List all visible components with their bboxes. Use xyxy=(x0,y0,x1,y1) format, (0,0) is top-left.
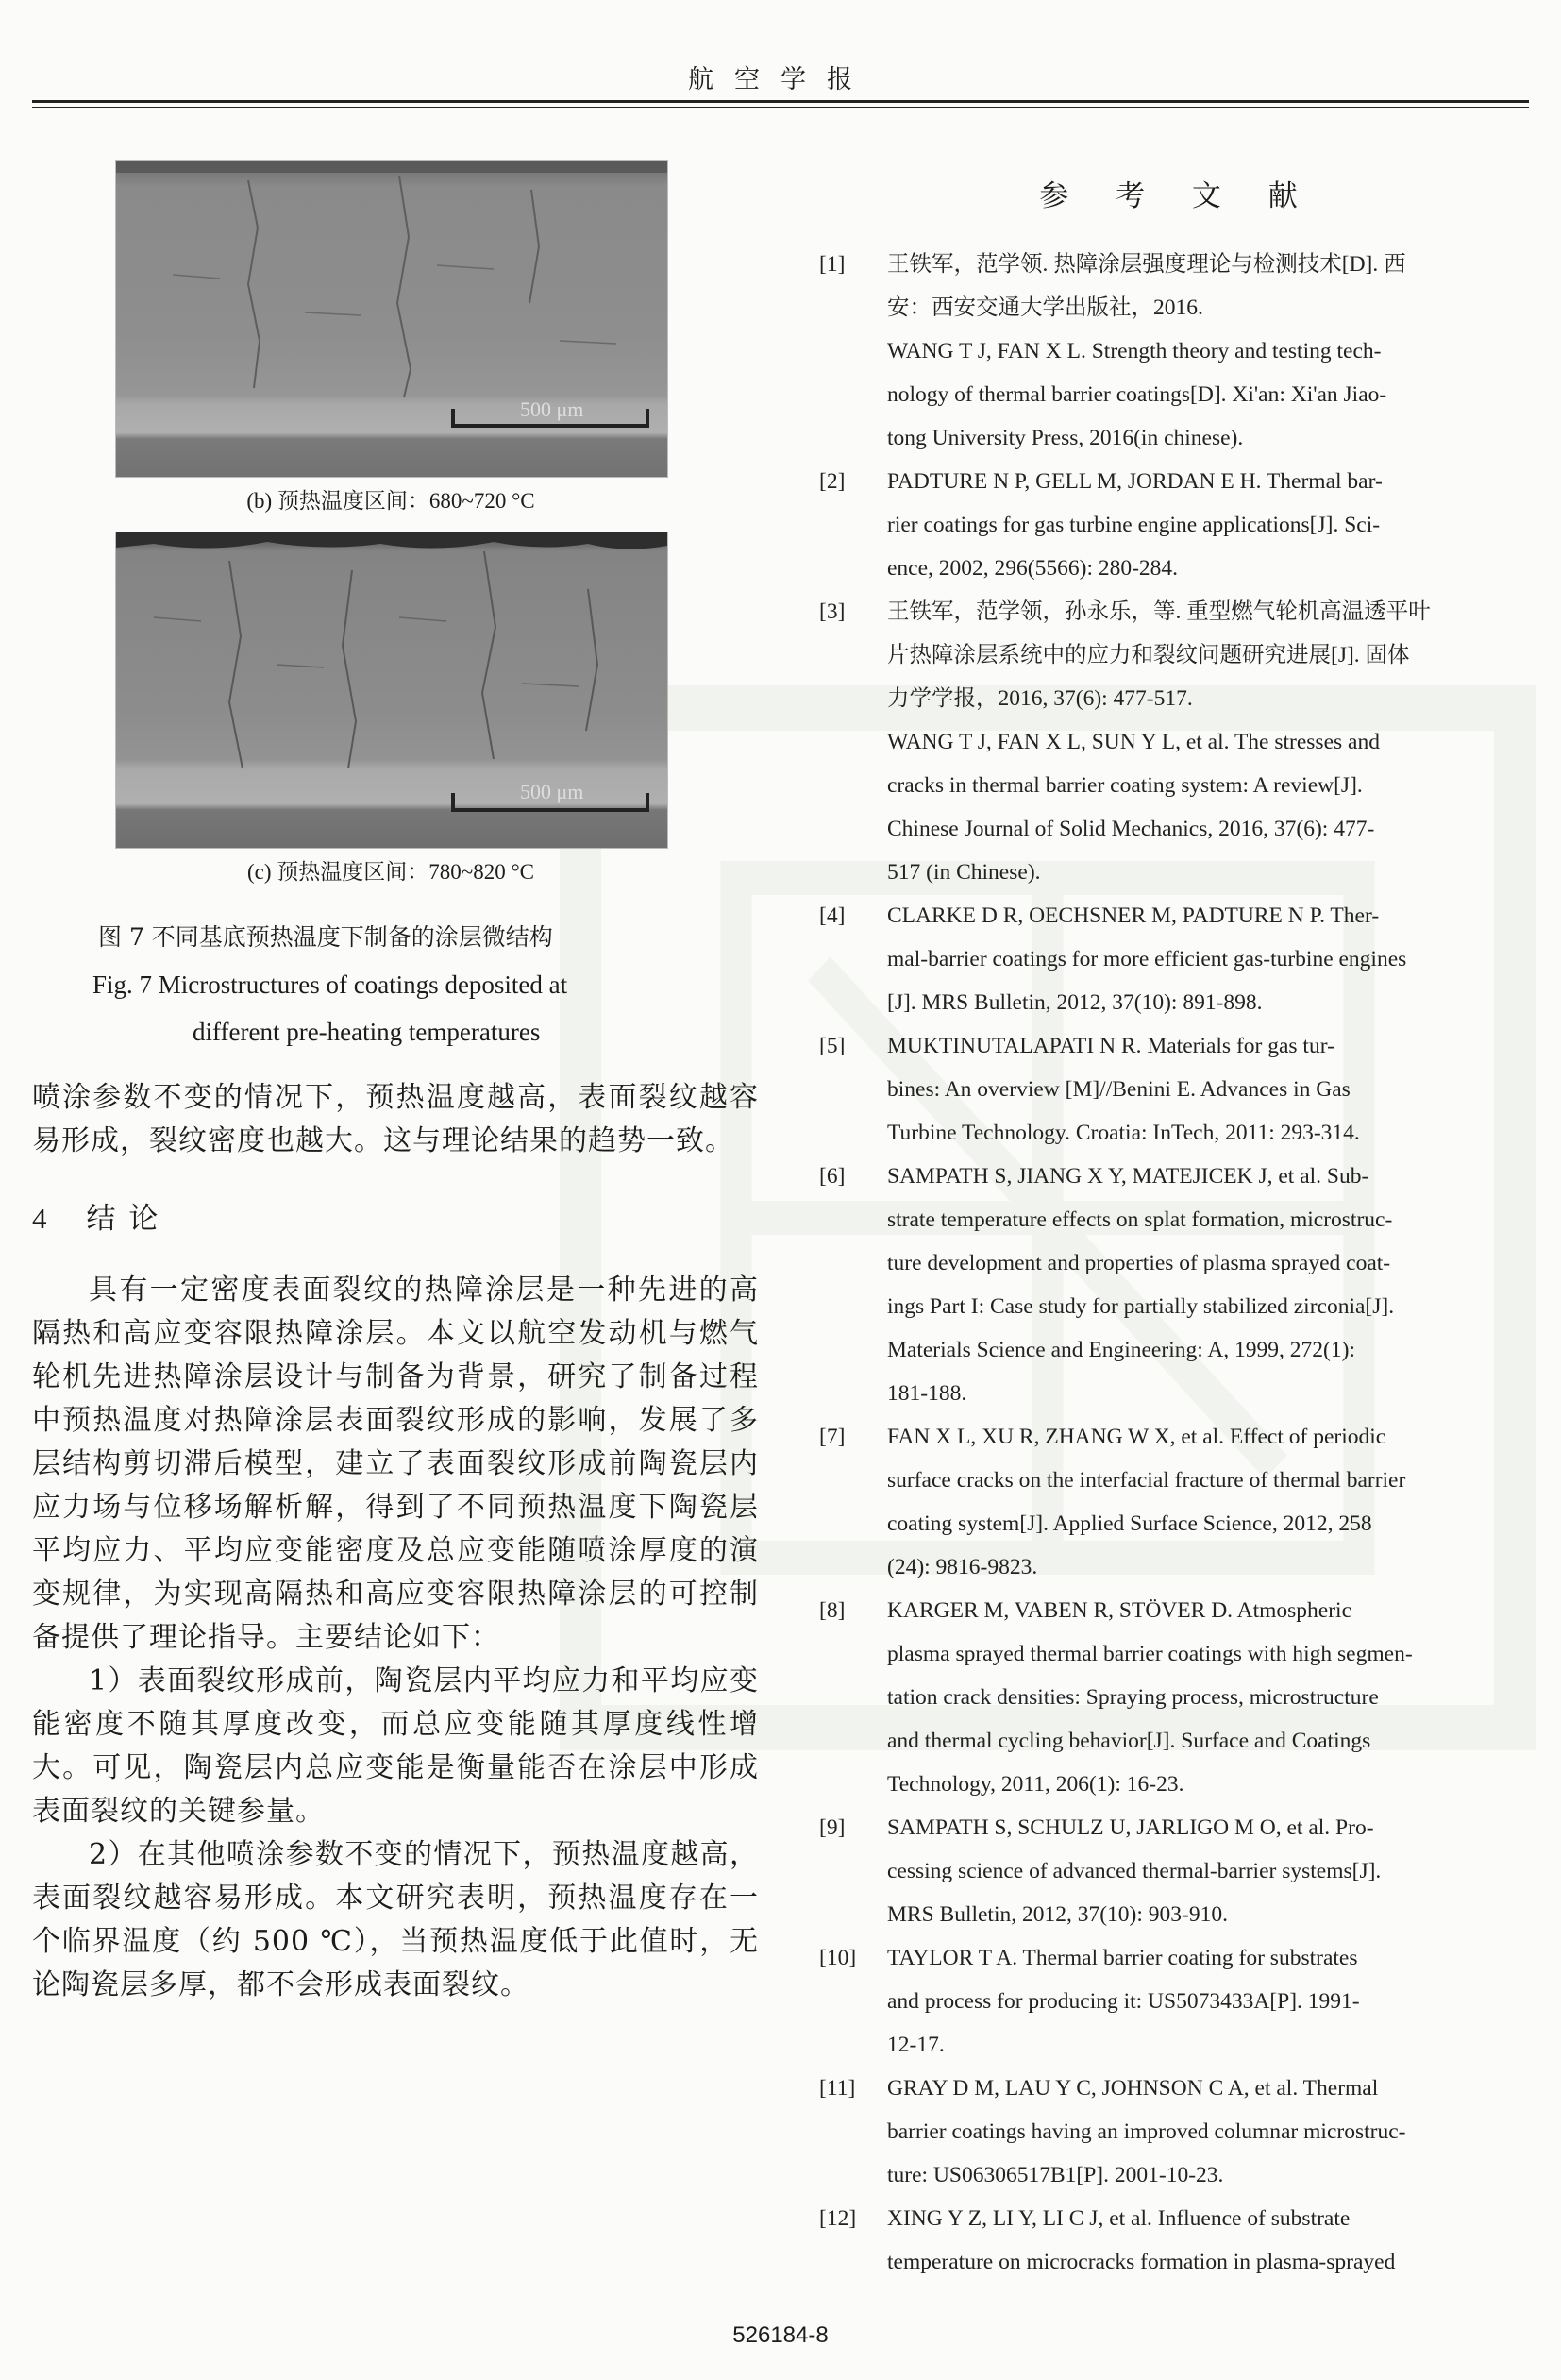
reference-line: and process for producing it: US5073433A[P]. 1991- xyxy=(887,1989,1360,2014)
section-title: 结 论 xyxy=(86,1202,160,1236)
reference-number: [6] xyxy=(819,1164,846,1189)
reference-line: 片热障涂层系统中的应力和裂纹问题研究进展[J]. 固体 xyxy=(887,643,1410,667)
reference-line: tong University Press, 2016(in chinese). xyxy=(887,426,1244,450)
reference-line: [J]. MRS Bulletin, 2012, 37(10): 891-898. xyxy=(887,990,1263,1015)
reference-line: coating system[J]. Applied Surface Science, 2012, 258 xyxy=(887,1511,1372,1536)
right-column xyxy=(819,160,1536,2284)
reference-number: [10] xyxy=(819,1946,857,1970)
reference-number: [2] xyxy=(819,469,846,494)
reference-text xyxy=(887,1155,1536,1415)
reference-number: [1] xyxy=(819,252,846,277)
reference-text xyxy=(887,894,1536,1024)
paragraph-conclusion-intro: 具有一定密度表面裂纹的热障涂层是一种先进的高隔热和高应变容限热障涂层。本文以航空发动机与燃气轮机先进热障涂层设计与制备为背景，研究了制备过程中预热温度对热障涂层表面裂纹形成的影响，发展了多层结构剪切滞后模型，建立了表面裂纹形成前陶瓷层内应力场与位移场解析解，得到了不同预热温度下陶瓷层平均应力、平均应变能密度及总应变能随喷涂厚度的演变规律，为实现高隔热和高应变容限热障涂层的可控制备提供了理论指导。主要结论如下： xyxy=(32,1274,759,1654)
reference-number: [9] xyxy=(819,1815,846,1840)
reference-line: strate temperature effects on splat formation, microstruc- xyxy=(887,1207,1393,1232)
reference-line: 181-188. xyxy=(887,1381,967,1406)
reference-line: WANG T J, FAN X L. Strength theory and testing tech- xyxy=(887,339,1382,363)
micrograph-panel-b xyxy=(115,160,668,478)
reference-line: SAMPATH S, SCHULZ U, JARLIGO M O, et al. Pro- xyxy=(887,1815,1374,1840)
reference-line: bines: An overview [M]//Benini E. Advances in Gas xyxy=(887,1077,1351,1102)
reference-number: [3] xyxy=(819,599,846,624)
paragraph-continued: 喷涂参数不变的情况下，预热温度越高，表面裂纹越容易形成，裂纹密度也越大。这与理论结果的趋势一致。 xyxy=(32,1081,759,1157)
reference-item xyxy=(819,243,1536,460)
reference-text xyxy=(887,1024,1536,1155)
body-text xyxy=(32,1076,759,2007)
reference-line: cessing science of advanced thermal-barrier systems[J]. xyxy=(887,1859,1382,1883)
reference-line: temperature on microcracks formation in plasma-sprayed xyxy=(887,2250,1396,2274)
reference-line: mal-barrier coatings for more efficient gas-turbine engines xyxy=(887,947,1407,971)
micrograph-b-image xyxy=(116,161,667,477)
reference-line: WANG T J, FAN X L, SUN Y L, et al. The stresses and xyxy=(887,730,1380,754)
reference-line: tation crack densities: Spraying process, microstructure xyxy=(887,1685,1379,1710)
header-rule-thick xyxy=(32,100,1529,103)
references-title: 参 考 文 献 xyxy=(1039,179,1317,213)
figure-caption-chinese: 图 7 不同基底预热温度下制备的涂层微结构 xyxy=(98,923,553,951)
reference-line: MRS Bulletin, 2012, 37(10): 903-910. xyxy=(887,1902,1228,1927)
reference-item xyxy=(819,1589,1536,1806)
reference-line: 王铁军，范学领. 热障涂层强度理论与检测技术[D]. 西 xyxy=(887,252,1406,277)
reference-item xyxy=(819,2197,1536,2284)
reference-text xyxy=(887,590,1536,894)
section-heading-conclusions xyxy=(32,1197,759,1241)
micrograph-panel-c xyxy=(115,532,668,849)
reference-line: 王铁军，范学领，孙永乐，等. 重型燃气轮机高温透平叶 xyxy=(887,599,1431,624)
reference-line: ence, 2002, 296(5566): 280-284. xyxy=(887,556,1179,581)
reference-line: XING Y Z, LI Y, LI C J, et al. Influence of substrate xyxy=(887,2206,1351,2231)
reference-list xyxy=(819,243,1536,2284)
reference-line: 12-17. xyxy=(887,2033,945,2057)
reference-line: surface cracks on the interfacial fracture of thermal barrier xyxy=(887,1468,1406,1493)
reference-number: [5] xyxy=(819,1034,846,1058)
reference-item xyxy=(819,1024,1536,1155)
reference-line: plasma sprayed thermal barrier coatings with high segmen- xyxy=(887,1642,1413,1666)
reference-text xyxy=(887,460,1536,590)
reference-line: and thermal cycling behavior[J]. Surface and Coatings xyxy=(887,1729,1371,1753)
reference-line: 517 (in Chinese). xyxy=(887,860,1041,885)
reference-line: (24): 9816-9823. xyxy=(887,1555,1038,1579)
reference-line: MUKTINUTALAPATI N R. Materials for gas tur- xyxy=(887,1034,1334,1058)
reference-text xyxy=(887,1806,1536,1936)
reference-line: CLARKE D R, OECHSNER M, PADTURE N P. Ther- xyxy=(887,903,1380,928)
reference-line: Technology, 2011, 206(1): 16-23. xyxy=(887,1772,1184,1797)
reference-line: nology of thermal barrier coatings[D]. Xi'an: Xi'an Jiao- xyxy=(887,382,1387,407)
reference-item xyxy=(819,1936,1536,2067)
reference-item xyxy=(819,2067,1536,2197)
reference-line: 安：西安交通大学出版社，2016. xyxy=(887,295,1203,320)
reference-number: [4] xyxy=(819,903,846,928)
micrograph-b-scale-label: 500 μm xyxy=(520,397,584,421)
reference-line: KARGER M, VABEN R, STÖVER D. Atmospheric xyxy=(887,1598,1352,1623)
reference-text xyxy=(887,2197,1536,2284)
paragraph-point-1: 1）表面裂纹形成前，陶瓷层内平均应力和平均应变能密度不随其厚度改变，而总应变能随其厚度线性增大。可见，陶瓷层内总应变能是衡量能否在涂层中形成表面裂纹的关键参量。 xyxy=(32,1664,759,1828)
reference-text xyxy=(887,1415,1536,1589)
figure-caption-english-line2: different pre-heating temperatures xyxy=(193,1018,541,1046)
reference-line: PADTURE N P, GELL M, JORDAN E H. Thermal bar- xyxy=(887,469,1383,494)
reference-line: ture development and properties of plasma sprayed coat- xyxy=(887,1251,1391,1275)
micrograph-c-image xyxy=(116,532,667,848)
reference-item xyxy=(819,1415,1536,1589)
reference-item xyxy=(819,894,1536,1024)
running-header-journal-title: 航空学报 xyxy=(688,65,873,94)
reference-line: Materials Science and Engineering: A, 1999, 272(1): xyxy=(887,1338,1355,1362)
reference-text xyxy=(887,1936,1536,2067)
reference-item xyxy=(819,590,1536,894)
reference-line: Chinese Journal of Solid Mechanics, 2016, 37(6): 477- xyxy=(887,817,1375,841)
reference-line: Turbine Technology. Croatia: InTech, 2011: 293-314. xyxy=(887,1121,1360,1145)
reference-line: ture: US06306517B1[P]. 2001-10-23. xyxy=(887,2163,1224,2187)
micrograph-b-caption: (b) 预热温度区间：680~720 °C xyxy=(246,489,535,513)
figure-caption-english-line1: Fig. 7 Microstructures of coatings deposited at xyxy=(92,971,568,999)
reference-item xyxy=(819,460,1536,590)
reference-line: ings Part I: Case study for partially stabilized zirconia[J]. xyxy=(887,1294,1395,1319)
reference-line: 力学学报，2016, 37(6): 477-517. xyxy=(887,686,1193,711)
reference-item xyxy=(819,1806,1536,1936)
reference-number: [11] xyxy=(819,2076,856,2101)
reference-line: GRAY D M, LAU Y C, JOHNSON C A, et al. Thermal xyxy=(887,2076,1379,2101)
reference-line: cracks in thermal barrier coating system: A review[J]. xyxy=(887,773,1363,798)
section-number: 4 xyxy=(32,1202,49,1235)
reference-line: barrier coatings having an improved columnar microstruc- xyxy=(887,2119,1406,2144)
reference-line: rier coatings for gas turbine engine applications[J]. Sci- xyxy=(887,513,1381,537)
paragraph-point-2: 2）在其他喷涂参数不变的情况下，预热温度越高，表面裂纹越容易形成。本文研究表明，预热温度存在一个临界温度（约 500 ℃），当预热温度低于此值时，无论陶瓷层多厚，都不会形成表面裂纹。 xyxy=(32,1838,759,2001)
micrograph-c-scale-label: 500 μm xyxy=(520,780,584,803)
header-rule-thin xyxy=(32,107,1529,108)
figure-caption xyxy=(32,914,759,1055)
reference-number: [7] xyxy=(819,1425,846,1449)
reference-line: SAMPATH S, JIANG X Y, MATEJICEK J, et al. Sub- xyxy=(887,1164,1369,1189)
reference-text xyxy=(887,1589,1536,1806)
page-number: 526184-8 xyxy=(732,2322,829,2348)
reference-text xyxy=(887,243,1536,460)
reference-line: FAN X L, XU R, ZHANG W X, et al. Effect of periodic xyxy=(887,1425,1386,1449)
reference-line: TAYLOR T A. Thermal barrier coating for substrates xyxy=(887,1946,1358,1970)
reference-text xyxy=(887,2067,1536,2197)
left-column xyxy=(32,160,759,2007)
reference-number: [12] xyxy=(819,2206,857,2231)
reference-item xyxy=(819,1155,1536,1415)
reference-number: [8] xyxy=(819,1598,846,1623)
micrograph-c-caption: (c) 预热温度区间：780~820 °C xyxy=(246,860,534,884)
